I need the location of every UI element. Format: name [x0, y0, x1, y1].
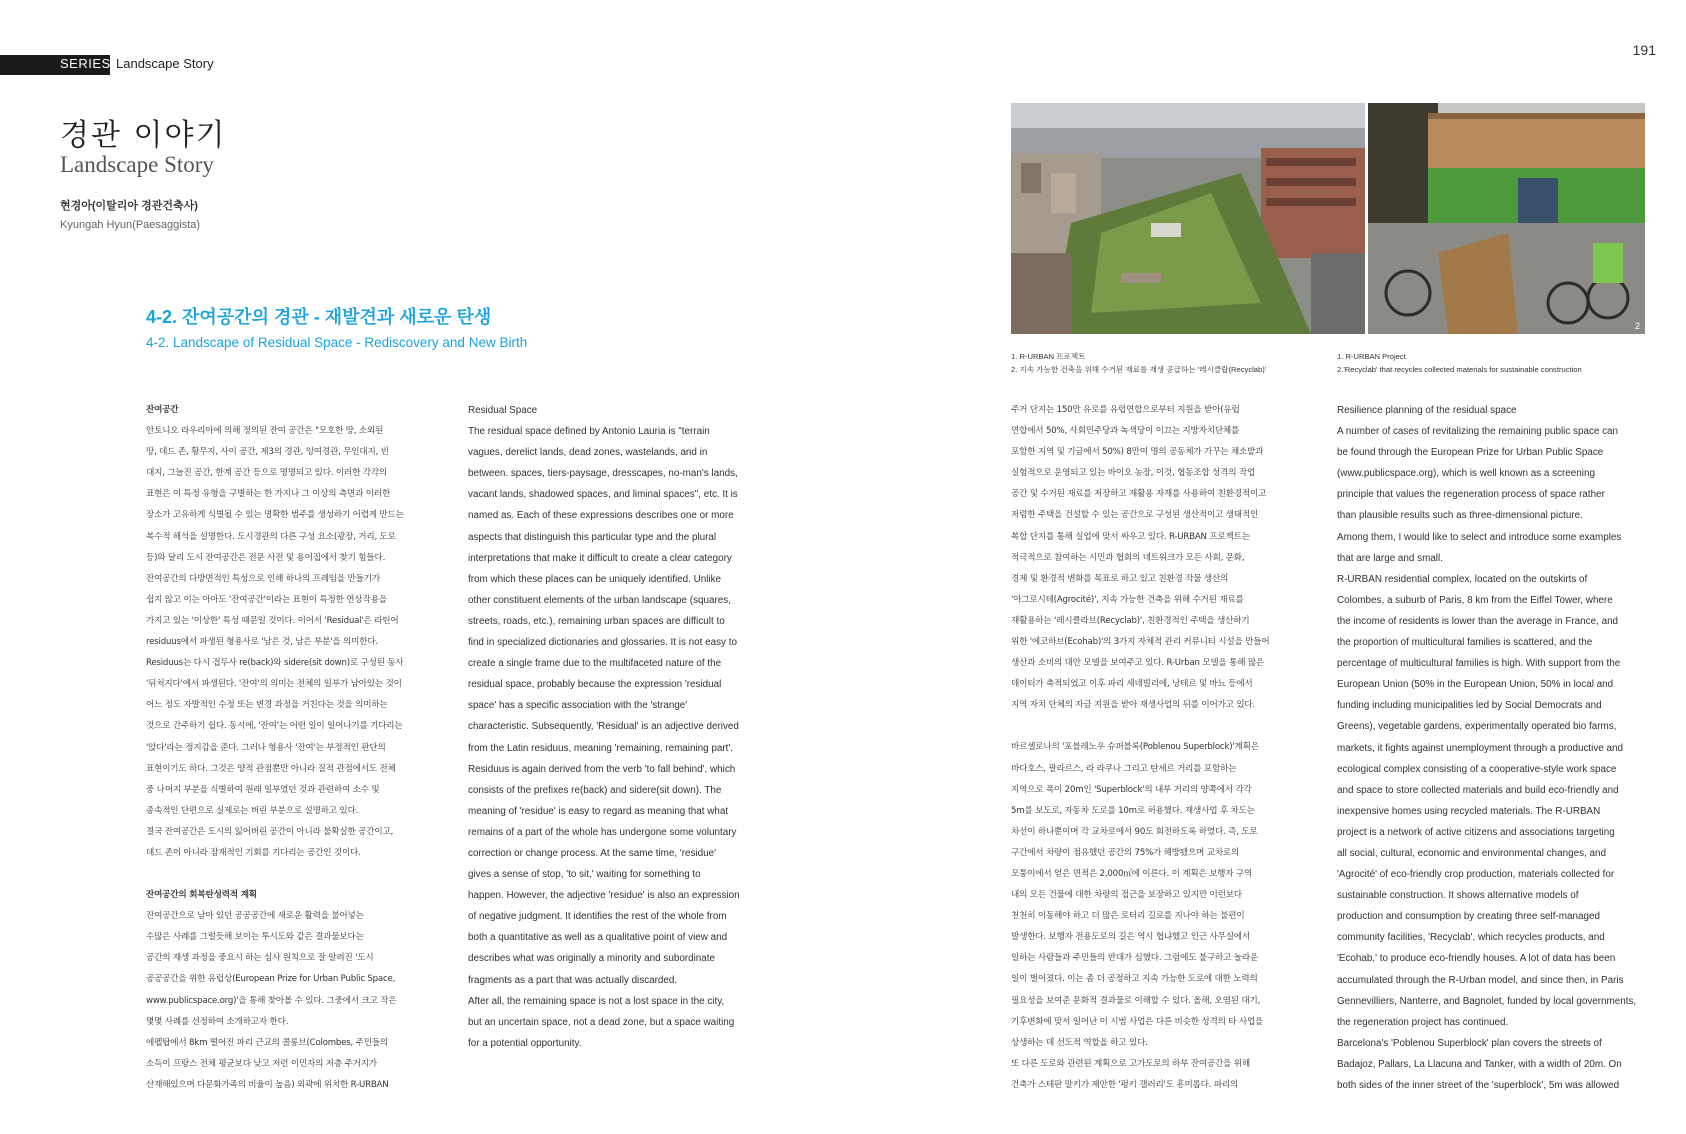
caption-kr-1: 1. R-URBAN 프로젝트	[1011, 352, 1086, 361]
text-line: 표현은 이 특정 유형을 구별하는 한 가지나 그 이상의 측면과 이러한	[146, 489, 391, 500]
text-line: 발생한다. 보행자 전용도로의 길은 역시 협냐했고 인근 사무실에서	[1011, 932, 1250, 943]
text-line: residuus에서 파생된 형용사로 '남은 것, 남은 부분'을 의미한다.	[146, 637, 378, 648]
text-line: 위한 '에코하브(Ecohab)'의 3가지 자체적 관리 커뮤니티 시설을 만들어	[1011, 637, 1270, 648]
col2-paragraph	[468, 421, 778, 1054]
caption-english	[1337, 350, 1657, 376]
text-line: be found through the European Prize for Urban Public Space	[1337, 447, 1604, 459]
text-line: from which these places can be uniquely identified. Unlike	[468, 573, 722, 585]
text-line: fragments as a part that was actually discarded.	[468, 974, 678, 986]
text-line: '아그로시테(Agrocité)', 지속 가능한 건축을 위해 수거된 재료를	[1011, 594, 1244, 605]
text-line: Colombes, a suburb of Paris, 8 km from the Eiffel Tower, where	[1337, 594, 1613, 606]
text-line: of negative judgment. It identifies the rest of the whole from	[468, 911, 727, 923]
text-line: 잔여공간의 다방면적인 특성으로 인해 하나의 프레임을 만들기가	[146, 573, 380, 584]
column-korean-right	[1011, 400, 1321, 1096]
section-title-en: 4-2. Landscape of Residual Space - Rediscovery and New Birth	[146, 335, 528, 350]
text-line: '앉다'라는 정지감을 준다. 그러나 형용사 '잔여'는 부정적인 판단의	[146, 742, 386, 753]
text-line: 복합 단지를 통해 실업에 맞서 싸우고 있다. R-URBAN 프로젝트는	[1011, 531, 1250, 542]
text-line: 산재해있으며 다문화가족의 비율이 높음) 외곽에 위치한 R-URBAN	[146, 1079, 389, 1090]
text-line: 몇몇 사례를 선정하여 소개하고자 한다.	[146, 1016, 289, 1027]
text-line: 쉽지 않고 이는 아마도 '잔여공간'이라는 표현이 특정한 연상작용을	[146, 594, 387, 605]
caption-en-2: 2.'Recyclab' that recycles collected materials for sustainable construction	[1337, 365, 1582, 374]
text-line: and space to store collected materials and build eco-friendly and	[1337, 784, 1619, 796]
text-line: both sides of the inner street of the 'superblock', 5m was allowed	[1337, 1080, 1620, 1091]
text-line: 필요성을 보여준 문화적 결과물로 이해할 수 있다. 올해, 오염된 대기,	[1011, 995, 1261, 1006]
text-line: 건축가 스테판 말키가 제안한 '펑키 갤러리'도 흥미롭다. 파리의	[1011, 1079, 1239, 1090]
text-line: 내의 모든 건물에 대한 차량의 접근을 보장하고 있지만 이런보다	[1011, 890, 1242, 901]
text-line: 바다호스, 팔라르스, 라 라쿠나 그리고 탄세르 거리를 포함하는	[1011, 763, 1237, 774]
text-line: but an uncertain space, not a dead zone, but a space waiting	[468, 1016, 735, 1028]
text-line: the proportion of multicultural families is scattered, and the	[1337, 637, 1593, 649]
article-title-en: Landscape Story	[60, 152, 214, 177]
photo-number: 2	[1634, 321, 1640, 331]
text-line: R-URBAN residential complex, located on the outskirts of	[1337, 573, 1588, 585]
text-line: remains of a part of the whole has undergone some voluntary	[468, 826, 737, 838]
text-line: than plausible results such as three-dimensional picture.	[1337, 510, 1583, 522]
article-title-kr: 경관 이야기	[60, 118, 227, 153]
text-line: Gennevilliers, Nanterre, and Bagnolet, funded by local governments,	[1337, 995, 1637, 1007]
col1-paragraph-2	[146, 906, 446, 1096]
text-line: all social, cultural, economic and environmental changes, and	[1337, 847, 1606, 859]
caption-kr-2: 2. 지속 가능한 건축을 위해 수거된 재료를 재생 공급하는 '레시클랍(Recyclab)'	[1011, 365, 1267, 374]
text-line: for a potential opportunity.	[468, 1037, 582, 1049]
text-line: 복수적 해석을 설명한다. 도시경관의 다른 구성 요소(광장, 거리, 도로	[146, 531, 396, 542]
text-line: 기후변화에 맞서 일어난 이 시범 사업은 다른 비슷한 성격의 타 사업을	[1011, 1016, 1264, 1027]
text-line: 또 다른 도로와 관련된 계획으로 고가도로의 하부 잔여공간을 위해	[1011, 1058, 1250, 1069]
text-line: www.publicspace.org)'을 통해 찾아볼 수 있다. 그중에서 크고 작은	[146, 995, 397, 1006]
text-line: 천천히 이동해야 하고 더 많은 로터리 길로를 지나야 하는 불편이	[1011, 911, 1245, 922]
text-line: 지역으로 폭이 20m인 'Superblock'의 내부 거리의 양쪽에서 각각	[1011, 784, 1252, 795]
text-line: European Union (50% in the European Union, 50% in local and	[1337, 679, 1614, 691]
text-line: principle that values the regeneration process of space rather	[1337, 489, 1605, 501]
text-line: find in specialized dictionaries and glossaries. It is not easy to	[468, 637, 737, 649]
caption-en-1: 1. R-URBAN Project	[1337, 352, 1406, 361]
text-line: '뒤처지다'에서 파생된다. '잔여'의 의미는 전체의 일부가 남아있는 것이	[146, 679, 402, 690]
recyclab-photo	[1368, 103, 1645, 334]
text-line: 결국 잔여공간은 도시의 잃어버린 공간이 아니라 불확실한 공간이고,	[146, 826, 394, 837]
text-line: 데드 존이 아니라 잠재적인 기회를 기다리는 공간인 것이다.	[146, 847, 361, 858]
col4-heading: Resilience planning of the residual space	[1337, 405, 1517, 416]
text-line: 바르셀로나의 '포블레노우 슈퍼블록(Poblenou Superblock)'계획은	[1011, 742, 1259, 753]
col1-paragraph-1	[146, 421, 446, 864]
text-line: Barcelona's 'Poblenou Superblock' plan covers the streets of	[1337, 1037, 1602, 1049]
text-line: funding including municipalities led by Social Democrats and	[1337, 700, 1602, 712]
text-line: (www.publicspace.org), which is well known as a screening	[1337, 468, 1595, 480]
column-korean-left	[146, 400, 446, 1096]
text-line: percentage of multicultural families is high. With support from the	[1337, 658, 1621, 670]
col3-paragraph-2	[1011, 737, 1321, 1096]
series-title: Landscape Story	[116, 56, 214, 71]
section-title-kr: 4-2. 잔여공간의 경관 - 재발견과 새로운 탄생	[146, 307, 492, 327]
text-line: Residuus는 다시 접두사 re(back)와 sidere(sit down)로 구성된 동사	[146, 658, 404, 669]
text-line: 중 나머지 부분을 식별하여 원래 일부였던 것과 관련하여 소수 및	[146, 784, 380, 795]
text-line: 잔여공간으로 남아 있던 공공공간에 새로운 활력을 불어넣는	[146, 911, 364, 922]
col1-heading-2: 잔여공간의 회복탄성력적 계획	[146, 890, 257, 901]
text-line: meaning of 'residue' is easy to regard as meaning that what	[468, 805, 729, 817]
text-line: happen. However, the adjective 'residue' is also an expression	[468, 890, 740, 902]
text-line: aspects that distinguish this particular type and the plural	[468, 531, 717, 543]
text-line: 공공공간을 위한 유럽상(European Prize for Urban Public Space,	[146, 974, 396, 985]
text-line: from the Latin residuus, meaning 'remaining, remaining part'.	[468, 742, 734, 754]
text-line: both a quantitative as well as a qualitative point of view and	[468, 932, 728, 944]
text-line: residual space, probably because the expression 'residual	[468, 679, 722, 691]
text-line: ecological complex consisting of a cooperative-style work space	[1337, 763, 1617, 775]
text-line: that are large and small.	[1337, 552, 1443, 564]
col2-heading: Residual Space	[468, 405, 538, 416]
text-line: Among them, I would like to select and introduce some examples	[1337, 531, 1622, 543]
text-line: 표현이기도 하다. 그것은 양적 관점뿐만 아니라 질적 관점에서도 전체	[146, 763, 396, 774]
column-english-right	[1337, 400, 1667, 1096]
text-line: 포함한 지역 및 기금에서 50%) 8만여 명의 공동체가 가꾸는 채소밭과	[1011, 447, 1264, 458]
text-line: 경제 및 환경적 변화를 목표로 하고 있고 친환경 작물 생산의	[1011, 573, 1229, 584]
photo-recyclab	[1368, 103, 1645, 334]
text-line: describes what was originally a minority and subordinate	[468, 953, 716, 965]
text-line: the income of residents is lower than the average in France, and	[1337, 615, 1619, 627]
text-line: 에펠탑에서 8km 떨어진 파리 근교의 콜롱브(Colombes, 주민들의	[146, 1037, 389, 1048]
text-line: 재활용하는 '레시클라브(Recyclab)', 친환경적인 주택을 생산하기	[1011, 615, 1250, 626]
text-line: 'Agrocité' of eco-friendly crop production, materials collected for	[1337, 869, 1615, 881]
text-line: 지역 자치 단체의 자금 지원을 받아 재생사업의 뒤를 이어가고 있다.	[1011, 700, 1256, 711]
text-line: 모퉁이에서 얻은 면적은 2,000㎡에 이른다. 이 계획은 보행자 구역	[1011, 868, 1253, 879]
text-line: 공간 및 수거된 재료를 저장하고 재활용 자재를 사용하여 친환경적이고	[1011, 489, 1267, 500]
text-line: named as. Each of these expressions describes one or more	[468, 510, 734, 522]
text-line: 대지, 그늘진 공간, 한계 공간 등으로 명명되고 있다. 이러한 각각의	[146, 468, 388, 479]
text-line: 등)와 달리 도시 잔여공간은 전문 사전 및 용어집에서 찾기 힘들다.	[146, 552, 386, 563]
text-line: A number of cases of revitalizing the remaining public space can	[1337, 426, 1619, 438]
text-line: other constituent elements of the urban landscape (squares,	[468, 594, 731, 606]
text-line: 구간에서 차량이 점유했던 공간의 75%가 해방됐으며 교차로의	[1011, 847, 1240, 858]
text-line: vacant lands, shadowed spaces, and liminal spaces", etc. It is	[468, 489, 738, 501]
series-label: SERIES	[60, 56, 111, 71]
text-line: 실험적으로 운영되고 있는 바이오 농장, 이것, 협동조합 성격의 작업	[1011, 468, 1256, 479]
text-line: 차선이 하나뿐이며 각 교차로에서 90도 회전하도록 하였다. 즉, 도로	[1011, 826, 1258, 837]
text-line: 'Ecohab,' to produce eco-friendly houses. A lot of data has been	[1337, 953, 1616, 965]
text-line: community facilities, 'Recyclab', which recycles products, and	[1337, 932, 1605, 944]
text-line: create a single frame due to the multifaceted nature of the	[468, 658, 722, 670]
text-line: 데이터가 축적되었고 이후 파리 세네빌리에, 낭테르 및 바뇨 등에서	[1011, 679, 1253, 690]
text-line: 5m를 보도로, 자동차 도로를 10m로 허용했다. 재생사업 후 차도는	[1011, 805, 1255, 816]
text-line: characteristic. Subsequently, 'Residual' is an adjective derived	[468, 721, 739, 733]
text-line: 일이 벌어졌다. 이는 좀 더 공정하고 지속 가능한 도로에 대한 노력의	[1011, 974, 1258, 985]
text-line: inexpensive homes using recycled materials. The R-URBAN	[1337, 805, 1601, 817]
col3-paragraph-1	[1011, 400, 1321, 716]
text-line: correction or change process. At the same time, 'residue'	[468, 847, 717, 859]
author-en: Kyungah Hyun(Paesaggista)	[60, 219, 201, 231]
text-line: 저렴한 주택을 건설할 수 있는 공간으로 구성된 생산적이고 생태적인	[1011, 510, 1259, 521]
text-line: Greens), vegetable gardens, experimentally operated bio farms,	[1337, 721, 1617, 733]
col1-heading: 잔여공간	[146, 405, 179, 415]
text-line: space' has a specific association with the 'strange'	[468, 700, 688, 712]
photo-r-urban-aerial	[1011, 103, 1365, 334]
text-line: 장소가 고유하게 식별될 수 있는 명확한 범주를 생성하기 어렵게 만드는	[146, 510, 404, 521]
text-line: gives a sense of stop, 'to sit,' waiting for something to	[468, 869, 701, 881]
text-line: the regeneration project has continued.	[1337, 1016, 1509, 1028]
text-line: 땅, 데드 존, 황무지, 사이 공간, 제3의 경관, 잉여경관, 무인대지, 빈	[146, 447, 389, 458]
text-line: 주거 단지는 150만 유로를 유럽연합으로부터 지원을 받아(유럽	[1011, 405, 1240, 415]
text-line: After all, the remaining space is not a lost space in the city,	[468, 995, 725, 1007]
text-line: 생산과 소비의 대안 모델을 보여주고 있다. R-Urban 모델을 통해 많은	[1011, 658, 1265, 669]
text-line: 일하는 사람들과 주민들의 반대가 심했다. 그럼에도 불구하고 놀라운	[1011, 953, 1259, 964]
text-line: 연합에서 50%, 사회민주당과 녹색당이 이끄는 지방자치단체를	[1011, 426, 1240, 437]
text-line: consists of the prefixes re(back) and sidere(sit down). The	[468, 784, 722, 796]
text-line: accumulated through the R-Urban model, and since then, in Paris	[1337, 974, 1624, 986]
caption-korean	[1011, 350, 1361, 376]
text-line: 것으로 간주하기 쉽다. 동시에, '잔여'는 어떤 일이 일어나기를 기다리는	[146, 721, 403, 732]
text-line: Badajoz, Pallars, La Llacuna and Tanker, with a width of 20m. On	[1337, 1058, 1622, 1070]
text-line: sustainable construction. It shows alternative models of	[1337, 890, 1579, 902]
aerial-garden-photo	[1011, 103, 1365, 334]
text-line: Residuus is again derived from the verb 'to fall behind', which	[468, 763, 736, 775]
text-line: streets, roads, etc.), remaining urban spaces are difficult to	[468, 615, 725, 627]
text-line: 공간의 재생 과정을 중요시 하는 심사 원칙으로 잘 알려진 '도시	[146, 953, 374, 964]
text-line: 종속적인 단편으로 실제로는 버린 부분으로 설명하고 있다.	[146, 805, 359, 816]
text-line: 가지고 있는 '이상한' 특성 때문일 것이다. 이어서 'Residual'은 라틴어	[146, 615, 399, 626]
page-number: 191	[1632, 42, 1656, 58]
author-kr: 현경아(이탈리아 경관건축사)	[60, 200, 198, 212]
text-line: The residual space defined by Antonio Lauria is "terrain	[468, 426, 710, 438]
text-line: 어느 정도 자발적인 수정 또는 변경 과정을 거친다는 것을 의미하는	[146, 700, 388, 711]
col4-paragraph	[1337, 421, 1667, 1096]
column-english-left	[468, 400, 778, 1054]
text-line: 안토니오 라우리아에 의해 정의된 잔여 공간은 "모호한 땅, 소외된	[146, 426, 384, 437]
text-line: between. spaces, tiers-paysage, dresscapes, no-man's lands,	[468, 468, 738, 480]
text-line: vagues, derelict lands, dead zones, wastelands, and in	[468, 447, 708, 459]
text-line: interpretations that make it difficult to create a clear category	[468, 552, 732, 564]
text-line: 적극적으로 참여하는 시민과 협회의 네트워크가 모든 사회, 문화,	[1011, 552, 1245, 563]
text-line: project is a network of active citizens and associations targeting	[1337, 826, 1615, 838]
text-line: markets, it fights against unemployment through a productive and	[1337, 742, 1623, 754]
text-line: 수많은 사례를 그럴듯해 보이는 투시도와 같은 결과물보다는	[146, 932, 364, 943]
text-line: production and consumption by creating three self-managed	[1337, 911, 1600, 923]
text-line: 상생하는 데 선도적 역할을 하고 있다.	[1011, 1037, 1148, 1048]
text-line: 소득이 프랑스 전체 평균보다 낮고 저런 이민자의 저층 주거지가	[146, 1058, 377, 1069]
